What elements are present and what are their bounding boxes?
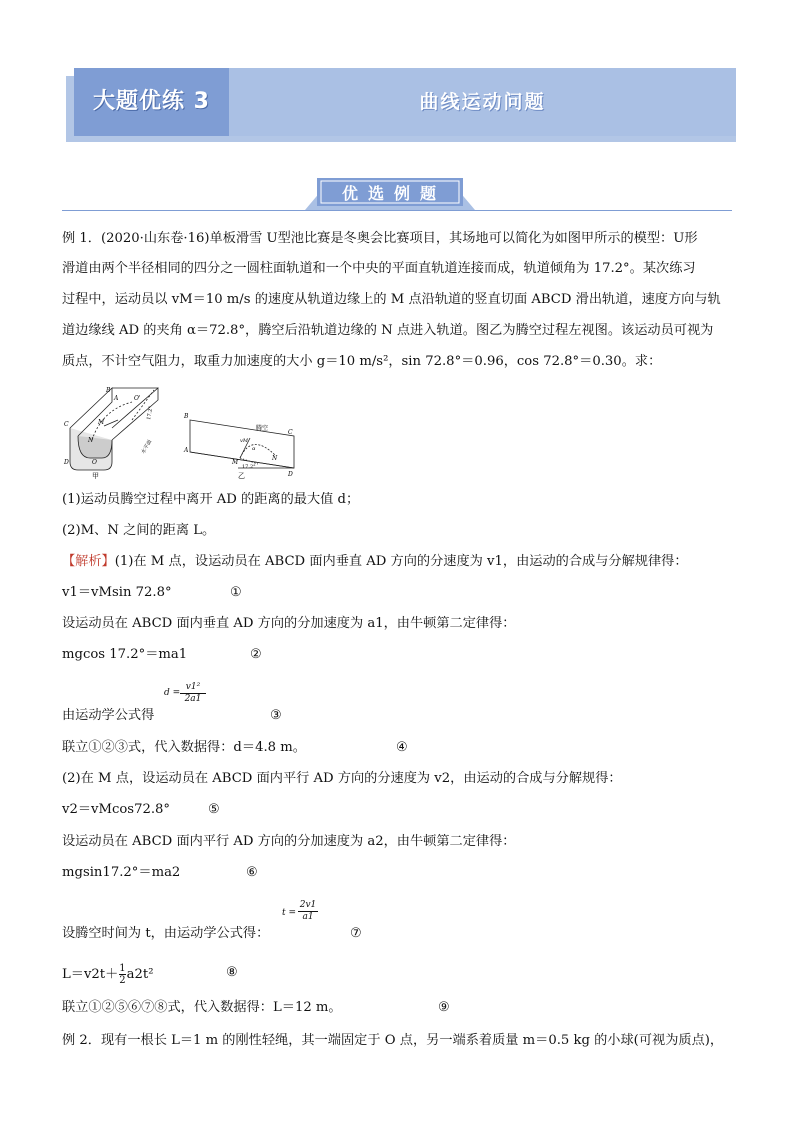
example1-line-3: 过程中，运动员以 vM＝10 m/s 的速度从轨道边缘上的 M 点沿轨道的竖直切面 ABCD 滑出轨道，速度方向与轨: [62, 292, 721, 307]
header-banner: [66, 68, 736, 142]
section-divider: [62, 210, 732, 211]
page-title: 曲线运动问题: [419, 91, 546, 113]
equation-3-marker: ③: [270, 708, 282, 723]
solution-line-4: 联立①②③式，代入数据得：d＝4.8 m。: [62, 740, 306, 755]
equation-5-marker: ⑤: [208, 802, 220, 817]
figure-right-sideview: [190, 420, 294, 468]
equation-8-marker: ⑧: [226, 965, 238, 980]
equation-9-marker: ⑨: [438, 1000, 450, 1015]
fig-left-label-A: A: [114, 395, 119, 402]
solution-line-6: 设运动员在 ABCD 面内平行 AD 方向的分加速度为 a2，由牛顿第二定律得：: [62, 834, 516, 849]
fig-left-label-angle: 17.2°: [146, 405, 155, 421]
fig-left-label-N: N: [88, 437, 94, 444]
fig-left-label-O: O: [92, 459, 97, 466]
example1-line-1: 例 1．(2020·山东卷·16)单板滑雪 U型池比赛是冬奥会比赛项目，其场地可以简化为如图甲所示的模型：U形: [62, 231, 698, 246]
section-header: [62, 170, 732, 214]
solution-line-7: 设腾空时间为 t，由运动学公式得：: [62, 926, 270, 941]
fig-right-caption: 乙: [238, 472, 245, 480]
equation-1-marker: ①: [230, 585, 242, 600]
fig-left-label-C: C: [64, 421, 69, 428]
solution-tag: 【解析】: [62, 554, 115, 569]
formula-3-lhs: d =: [164, 688, 181, 698]
equation-6-marker: ⑥: [246, 865, 258, 880]
solution-line-5: (2)在 M 点，设运动员在 ABCD 面内平行 AD 方向的分速度为 v2，由运动的合成与分解规得：: [62, 771, 622, 786]
equation-2-marker: ②: [250, 647, 262, 662]
equation-8-fraction: $\frac{1}{2}$: [119, 963, 126, 986]
formula-3-fraction: [180, 682, 206, 705]
fig-right-label-N: N: [272, 455, 278, 462]
banner-lesson-label: 大题优练 3: [74, 68, 229, 136]
fig-right-label-B: B: [184, 413, 189, 420]
solution-line-3: 由运动学公式得: [62, 708, 155, 723]
formula-7-denominator: a1: [298, 911, 318, 923]
formula-7-numerator: 2v1: [299, 900, 317, 910]
formula-7-lhs: t =: [282, 908, 297, 918]
fig-left-caption: 甲: [92, 472, 99, 480]
solution-line-2: 设运动员在 ABCD 面内垂直 AD 方向的分加速度为 a1，由牛顿第二定律得：: [62, 616, 516, 631]
example1-line-5: 质点，不计空气阻力，取重力加速度的大小 g＝10 m/s²，sin 72.8°＝0.96，cos 72.8°＝0.30。求：: [62, 354, 662, 369]
formula-7-fraction: [298, 900, 318, 923]
formula-3-denominator: 2a1: [180, 693, 206, 705]
fig-right-label-tengkong: 腾空: [256, 425, 269, 432]
fig-left-label-D: D: [64, 459, 69, 466]
question-2: (2)M、N 之间的距离 L。: [62, 523, 216, 538]
equation-1: v1＝vMsin 72.8°: [62, 585, 172, 600]
fig-left-label-B: B: [106, 387, 111, 394]
equation-5: v2＝vMcos72.8°: [62, 802, 171, 817]
formula-3-numerator: v1²: [185, 682, 201, 692]
fig-left-label-Oprime: O': [134, 395, 141, 402]
example1-line-4: 道边缘线 AD 的夹角 α＝72.8°，腾空后沿轨道边缘的 N 点进入轨道。图乙为腾空过程左视图。该运动员可视为: [62, 323, 714, 338]
section-title: 优选例题: [341, 184, 446, 203]
example1-figure: [62, 380, 302, 480]
fig-left-label-M: M: [98, 419, 105, 426]
fig-right-label-D: D: [288, 471, 293, 478]
solution-line-9: 联立①②⑤⑥⑦⑧式，代入数据得：L＝12 m。: [62, 1000, 342, 1015]
equation-7-marker: ⑦: [350, 926, 362, 941]
fig-right-label-M: M: [232, 459, 239, 466]
fig-left-label-slope: 水平面: [140, 438, 154, 455]
equation-4-marker: ④: [396, 740, 408, 755]
example1-line-2: 滑道由两个半径相同的四分之一圆柱面轨道和一个中央的平面直轨道连接而成，轨道倾角为 17.2°。某次练习: [62, 261, 696, 276]
solution-line-1: 【解析】(1)在 M 点，设运动员在 ABCD 面内垂直 AD 方向的分速度为 v1，由运动的合成与分解规律得：: [62, 554, 688, 569]
fig-right-label-C: C: [288, 429, 293, 436]
equation-2: mgcos 17.2°＝ma1: [62, 647, 188, 662]
example2-line-1: 例 2．现有一根长 L＝1 m 的刚性轻绳，其一端固定于 O 点，另一端系着质量 m＝0.5 kg 的小球(可视为质点)，: [62, 1033, 724, 1048]
fig-right-label-A: A: [184, 447, 189, 454]
equation-6: mgsin17.2°＝ma2: [62, 865, 181, 880]
fig-right-label-angle: 17.2°: [242, 464, 256, 470]
question-1: (1)运动员腾空过程中离开 AD 的距离的最大值 d；: [62, 492, 360, 507]
fig-right-label-alpha: α: [252, 446, 256, 452]
equation-8: L＝v2t＋ $\frac{1}{2}$ a2t²: [62, 963, 154, 986]
fig-right-label-vM: vM: [240, 438, 248, 444]
